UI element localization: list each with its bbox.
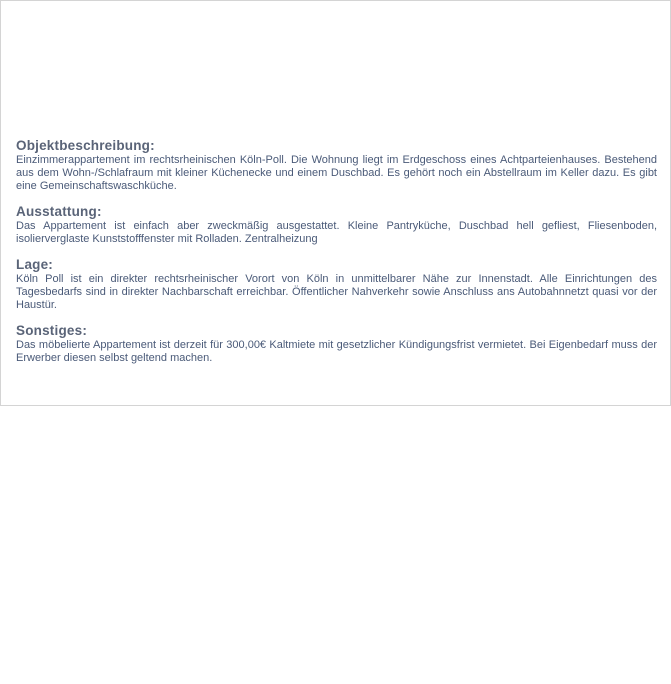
section-sonstiges — [16, 323, 657, 365]
section-heading: Ausstattung: — [16, 204, 102, 219]
section-text: Einzimmerappartement im rechtsrheinischen Köln-Poll. Die Wohnung liegt im Erdgeschoss eines Achtparteienhauses. Bestehend aus dem Wohn-/Schlafraum mit kleiner Küchenecke und einem Duschbad. Es gehört noch ein Abstellraum im Keller dazu. Es gibt eine Gemeinschaftswaschküche. — [16, 154, 657, 192]
section-ausstattung — [16, 204, 657, 246]
section-heading: Lage: — [16, 257, 54, 272]
section-lage — [16, 257, 657, 312]
section-text: Köln Poll ist ein direkter rechtsrheinischer Vorort von Köln in unmittelbarer Nähe zur Innenstadt. Alle Einrichtungen des Tagesbedarfs sind in direkter Nachbarschaft erreichbar. Öffentlicher Nahverkehr sowie Anschluss ans Autobahnnetzt quasi vor der Haustür. — [16, 273, 657, 311]
section-objektbeschreibung — [16, 138, 657, 193]
section-text: Das möbelierte Appartement ist derzeit für 300,00€ Kaltmiete mit gesetzlicher Kündigungsfrist vermietet. Bei Eigenbedarf muss der Erwerber diesen selbst geltend machen. — [16, 339, 657, 364]
section-text: Das Appartement ist einfach aber zweckmäßig ausgestattet. Kleine Pantryküche, Duschbad hell gefliest, Fliesenboden, isolierverglaste Kunststofffenster mit Rolladen. Zentralheizung — [16, 220, 657, 245]
section-heading: Objektbeschreibung: — [16, 138, 155, 153]
description-content — [16, 138, 657, 376]
section-heading: Sonstiges: — [16, 323, 88, 338]
